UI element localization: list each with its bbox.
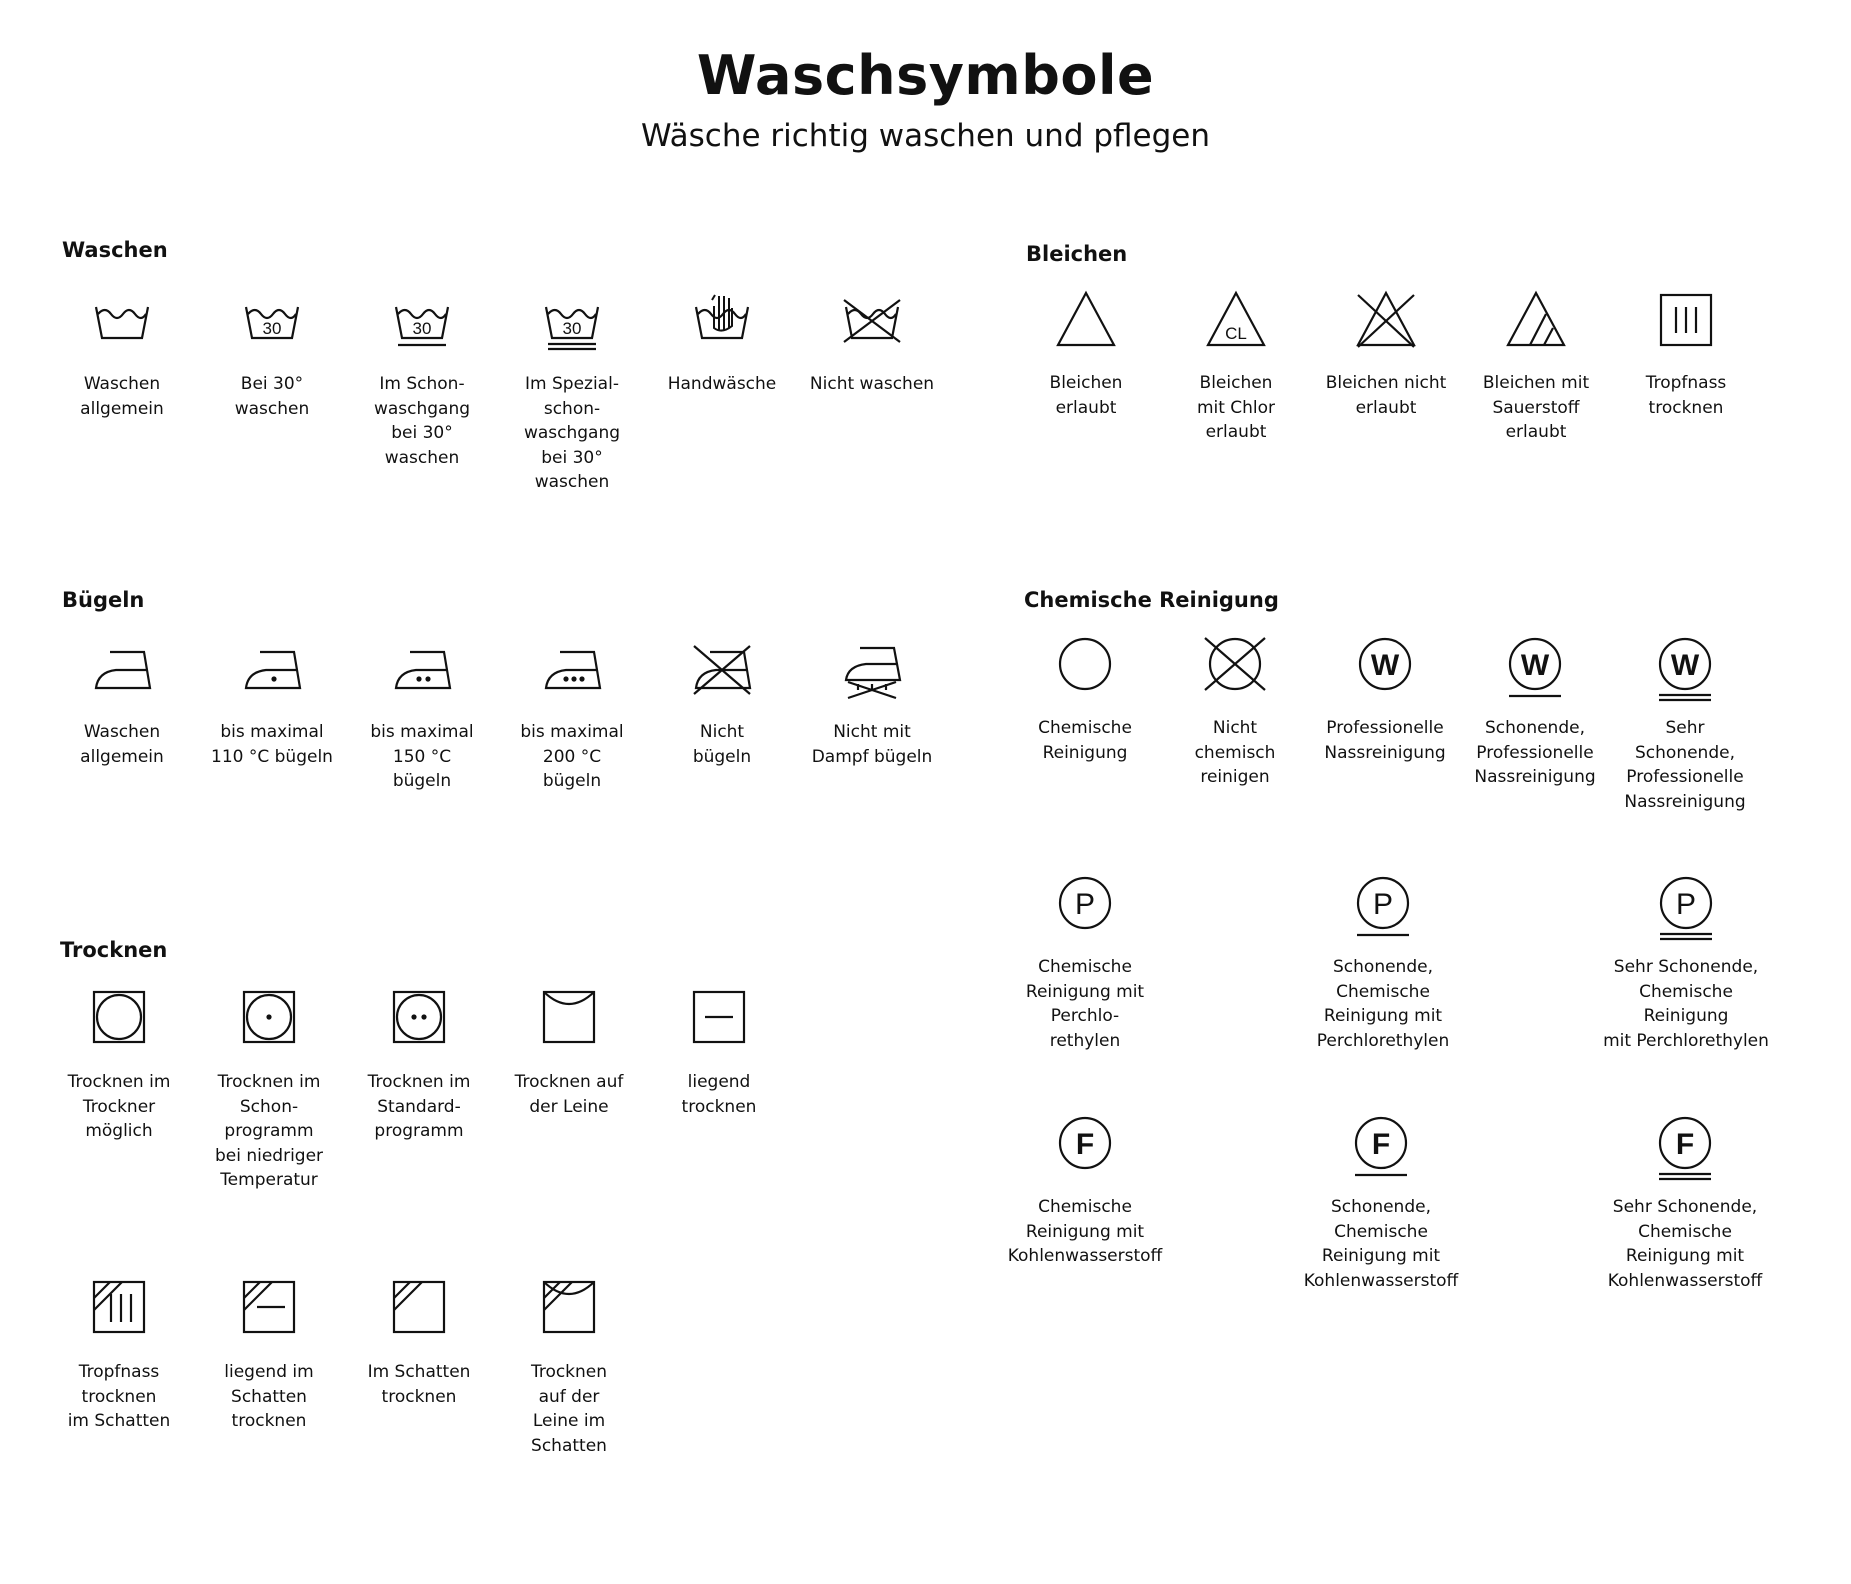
symbol-label: Schonende, Chemische Reinigung mit Perchlorethylen [1316, 957, 1450, 1051]
symbol-label: Bleichen erlaubt [1049, 373, 1123, 418]
symbol-label: Bleichen mit Chlor erlaubt [1196, 373, 1276, 442]
svg-text:30: 30 [262, 319, 282, 338]
wet-clean-very-gentle-icon [1655, 636, 1715, 696]
iron-three-dots-icon [542, 640, 602, 700]
symbol-label: Chemische Reinigung mit Perchlo- rethylen [1025, 957, 1145, 1051]
symbol-label: Chemische Reinigung mit Kohlenwasserstoff [1007, 1197, 1163, 1266]
symbol-label: Schonende, Professionelle Nassreinigung [1474, 718, 1596, 787]
symbol-label: Nicht bügeln [692, 722, 752, 767]
svg-text:W: W [1670, 649, 1700, 682]
dry-clean-icon [1055, 636, 1115, 696]
chlorine-bleach-icon [1206, 291, 1266, 351]
svg-text:P: P [1675, 888, 1697, 921]
symbol-label: bis maximal 200 °C bügeln [520, 722, 624, 791]
symbol-label: Im Spezial- schon- waschgang bei 30° waschen [523, 374, 621, 492]
dry-clean-f-very-gentle-icon [1655, 1115, 1715, 1175]
dry-clean-p-very-gentle-icon [1656, 875, 1716, 935]
symbol-label: Sehr Schonende, Professionelle Nassreinigung [1624, 718, 1746, 812]
do-not-dry-clean-icon [1205, 636, 1265, 696]
tumble-dry-normal-icon [389, 990, 449, 1050]
iron-icon [92, 640, 152, 700]
svg-text:P: P [1372, 888, 1394, 921]
do-not-bleach-icon [1356, 291, 1416, 351]
symbol-label: bis maximal 150 °C bügeln [370, 722, 474, 791]
dry-clean-p-gentle-icon [1353, 875, 1413, 935]
svg-text:F: F [1675, 1128, 1695, 1161]
symbol-label: liegend im Schatten trocknen [224, 1362, 314, 1431]
svg-text:W: W [1370, 649, 1400, 682]
do-not-wash-icon [842, 292, 902, 352]
symbol-label: Trocknen auf der Leine im Schatten [530, 1362, 608, 1456]
no-steam-iron-icon [842, 640, 902, 700]
svg-text:F: F [1371, 1128, 1391, 1161]
section-title-waschen: Waschen [62, 238, 168, 262]
wet-clean-icon [1355, 636, 1415, 696]
symbol-label: Im Schon- waschgang bei 30° waschen [373, 374, 471, 468]
dry-clean-p-icon [1055, 875, 1115, 935]
symbol-label: Trocknen im Trockner möglich [67, 1072, 171, 1141]
symbol-label: liegend trocknen [681, 1072, 757, 1117]
symbol-label: Trocknen im Schon- programm bei niedriger Temperatur [214, 1072, 324, 1190]
dry-clean-f-gentle-icon [1351, 1115, 1411, 1175]
drip-dry-shade-icon [89, 1280, 149, 1340]
drip-dry-icon [1656, 291, 1716, 351]
svg-text:CL: CL [1225, 324, 1247, 343]
wash-30-icon [242, 292, 302, 352]
symbol-label: Nicht waschen [809, 374, 935, 394]
symbol-label: Tropfnass trocknen [1645, 373, 1727, 418]
symbol-label: Im Schatten trocknen [367, 1362, 471, 1407]
wash-30-very-gentle-icon [542, 292, 602, 352]
section-title-bleichen: Bleichen [1026, 242, 1128, 266]
bleach-allowed-icon [1056, 291, 1116, 351]
dry-flat-icon [689, 990, 749, 1050]
symbol-label: Nicht mit Dampf bügeln [811, 722, 933, 767]
symbol-label: bis maximal 110 °C bügeln [211, 722, 333, 767]
svg-text:F: F [1075, 1128, 1095, 1161]
iron-one-dot-icon [242, 640, 302, 700]
svg-text:30: 30 [562, 319, 582, 338]
wet-clean-gentle-icon [1505, 636, 1565, 696]
symbol-label: Trocknen im Standard- programm [367, 1072, 471, 1141]
symbol-label: Bleichen nicht erlaubt [1325, 373, 1447, 418]
svg-text:W: W [1520, 649, 1550, 682]
symbol-label: Handwäsche [667, 374, 777, 394]
page-title: Waschsymbole [696, 44, 1155, 107]
symbol-label: Nicht chemisch reinigen [1194, 718, 1276, 787]
oxygen-bleach-icon [1506, 291, 1566, 351]
symbol-label: Trocknen auf der Leine [514, 1072, 624, 1117]
symbol-label: Tropfnass trocknen im Schatten [67, 1362, 171, 1431]
svg-text:P: P [1074, 888, 1096, 921]
tumble-dry-icon [89, 990, 149, 1050]
wash-30-gentle-icon [392, 292, 452, 352]
dry-flat-shade-icon [239, 1280, 299, 1340]
tumble-dry-low-icon [239, 990, 299, 1050]
svg-text:30: 30 [412, 319, 432, 338]
symbol-label: Schonende, Chemische Reinigung mit Kohlenwasserstoff [1303, 1197, 1459, 1291]
line-dry-icon [539, 990, 599, 1050]
symbol-label: Bei 30° waschen [234, 374, 310, 419]
line-dry-shade-icon [539, 1280, 599, 1340]
symbol-label: Professionelle Nassreinigung [1324, 718, 1446, 763]
symbol-label: Sehr Schonende, Chemische Reinigung mit Kohlenwasserstoff [1607, 1197, 1763, 1291]
section-title-buegeln: Bügeln [62, 588, 145, 612]
symbol-label: Waschen allgemein [80, 374, 164, 419]
iron-two-dots-icon [392, 640, 452, 700]
do-not-iron-icon [692, 640, 752, 700]
dry-clean-f-icon [1055, 1115, 1115, 1175]
page-subtitle: Wäsche richtig waschen und pflegen [640, 118, 1211, 154]
symbol-label: Waschen allgemein [80, 722, 164, 767]
symbol-label: Chemische Reinigung [1038, 718, 1132, 763]
hand-wash-icon [692, 292, 752, 352]
symbol-label: Sehr Schonende, Chemische Reinigung mit Perchlorethylen [1603, 957, 1769, 1051]
symbol-label: Bleichen mit Sauerstoff erlaubt [1482, 373, 1590, 442]
section-title-trocknen: Trocknen [60, 938, 168, 962]
dry-shade-icon [389, 1280, 449, 1340]
section-title-chemische-reinigung: Chemische Reinigung [1024, 588, 1279, 612]
wash-tub-icon [92, 292, 152, 352]
